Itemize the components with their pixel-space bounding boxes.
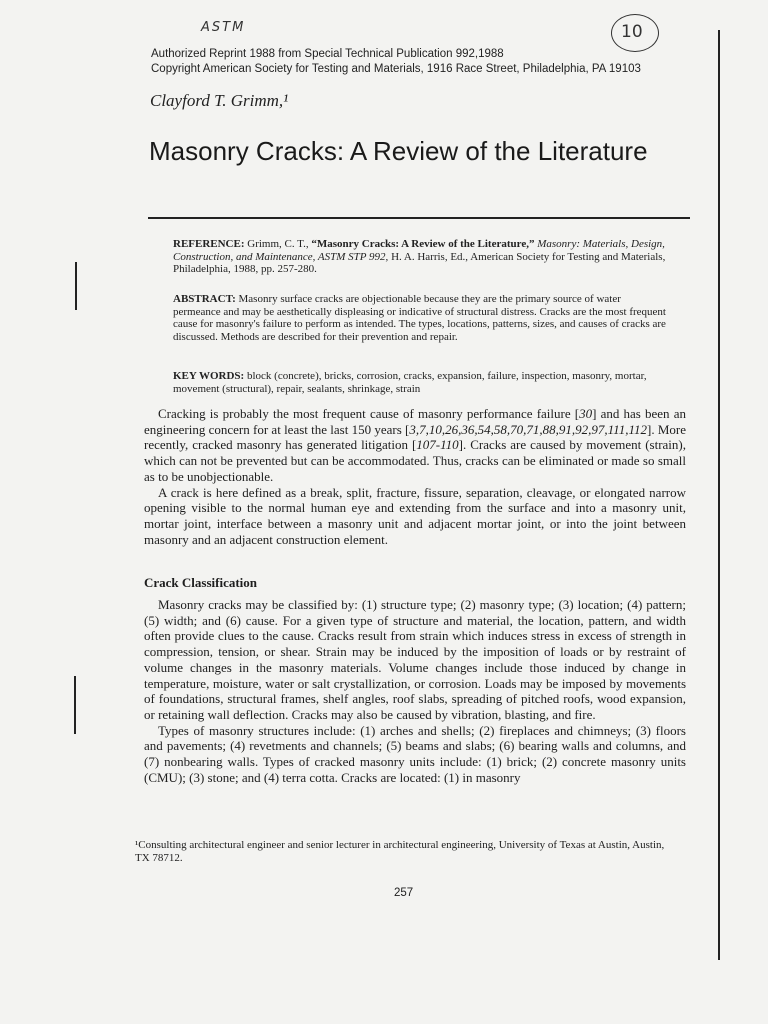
- abstract-block: [173, 293, 667, 343]
- intro-paragraph-1: [144, 406, 686, 485]
- reference-rest: H. A. Harris, Ed., American Society for Testing and Materials, Philadelphia, 1988, pp. 257-280.: [173, 250, 666, 275]
- section-heading: Crack Classification: [144, 575, 258, 590]
- intro-paragraph-2: A crack is here defined as a break, split, fracture, fissure, separation, cleavage, or elongated narrow opening visible to the normal human eye and extending from the surface and into a masonry unit, mortar joint, interface between a masonry unit and adjacent mortar joint, or into the joint between masonry and an adjacent construction element.: [144, 484, 686, 547]
- abstract-text: Masonry surface cracks are objectionable because they are the primary source of water permeance and may be aesthetically displeasing or indicative of structural distress. Cracks are the most frequent cause for masonry's failure to perform as intended. The types, locations, patterns, sizes, and causes of cracks are discussed. Methods are described for their prevention and repair.: [173, 293, 666, 343]
- abstract-label: ABSTRACT:: [173, 293, 236, 305]
- reference-article-title: “Masonry Cracks: A Review of the Literature,”: [311, 238, 535, 250]
- reprint-header: [151, 47, 641, 77]
- margin-mark: [74, 676, 76, 734]
- classification-section: [144, 597, 686, 785]
- keywords-block: [173, 370, 667, 395]
- reference-label: REFERENCE:: [173, 238, 245, 250]
- citation: 30: [579, 406, 593, 421]
- margin-mark: [75, 262, 77, 310]
- footnote: ¹Consulting architectural engineer and senior lecturer in architectural engineering, University of Texas at Austin, Austin, TX 78712.: [135, 839, 665, 864]
- text-run: ] and has been an engineering concern for at least the last 150 years [: [144, 406, 686, 437]
- classification-paragraph-2: Types of masonry structures include: (1) arches and shells; (2) fireplaces and chimneys; (3) floors and pavements; (4) revetments and channels; (5) beams and slabs; (6) bearing walls and columns, and (7) nonbearing walls. Types of cracked masonry units include: (1) brick; (2) concrete masonry units (CMU); (3) stone; and (4) terra cotta. Cracks are located: (1) in masonry: [144, 722, 686, 785]
- circled-number: 10: [621, 22, 643, 42]
- keywords-label: KEY WORDS:: [173, 370, 245, 382]
- text-run: ]. More recently, cracked masonry has generated litigation [: [144, 421, 686, 453]
- title-divider: [148, 217, 690, 219]
- copyright-line: Copyright American Society for Testing and Materials, 1916 Race Street, Philadelphia, PA 19103: [151, 63, 641, 75]
- text-run: Cracking is probably the most frequent cause of masonry performance failure [: [158, 406, 580, 421]
- keywords-text: block (concrete), bricks, corrosion, cracks, expansion, failure, inspection, masonry, mortar, movement (structural), repair, sealants, shrinkage, strain: [173, 370, 647, 395]
- page-number: 257: [394, 887, 414, 899]
- right-margin-rule: [718, 30, 720, 960]
- text-run: ]. Cracks are caused by movement (strain), which can not be prevented but can be accommodated. Thus, cracks can be eliminated or made so small as to be unobjectionable.: [144, 437, 686, 484]
- reference-authors: Grimm, C. T.,: [247, 238, 309, 250]
- reprint-line: Authorized Reprint 1988 from Special Technical Publication 992,1988: [151, 48, 504, 60]
- intro-section: [144, 406, 686, 547]
- handwritten-note: ASTM: [201, 20, 246, 35]
- classification-paragraph-1: Masonry cracks may be classified by: (1) structure type; (2) masonry type; (3) location; (4) pattern; (5) width; and (6) cause. For a given type of structure and material, the location, pattern, and width often provide clues to the cause. Cracks result from strain which induces stress in excess of strength in compression, tension, or shear. Strain may be induced by the imposition of loads or by restraint of volume changes in the masonry materials. Volume changes include those induced by change in temperature, moisture, water or salt crystallization, or corrosion. Loads may be imposed by movements of foundations, structural frames, shelf angles, roof slabs, spreading of pitched roofs, wood expansion, or retaining wall deflection. Cracks may also be caused by vibration, blasting, and fire.: [144, 597, 686, 722]
- citation: 107-110: [416, 437, 459, 453]
- paper-title: Masonry Cracks: A Review of the Literature: [149, 136, 648, 166]
- citation: 3,7,10,26,36,54,58,70,71,88,91,92,97,111,112: [409, 421, 647, 437]
- reference-block: [173, 238, 667, 276]
- author: Clayford T. Grimm,¹: [150, 91, 289, 110]
- reference-source: Masonry: Materials, Design, Construction, and Maintenance, ASTM STP 992,: [173, 238, 665, 263]
